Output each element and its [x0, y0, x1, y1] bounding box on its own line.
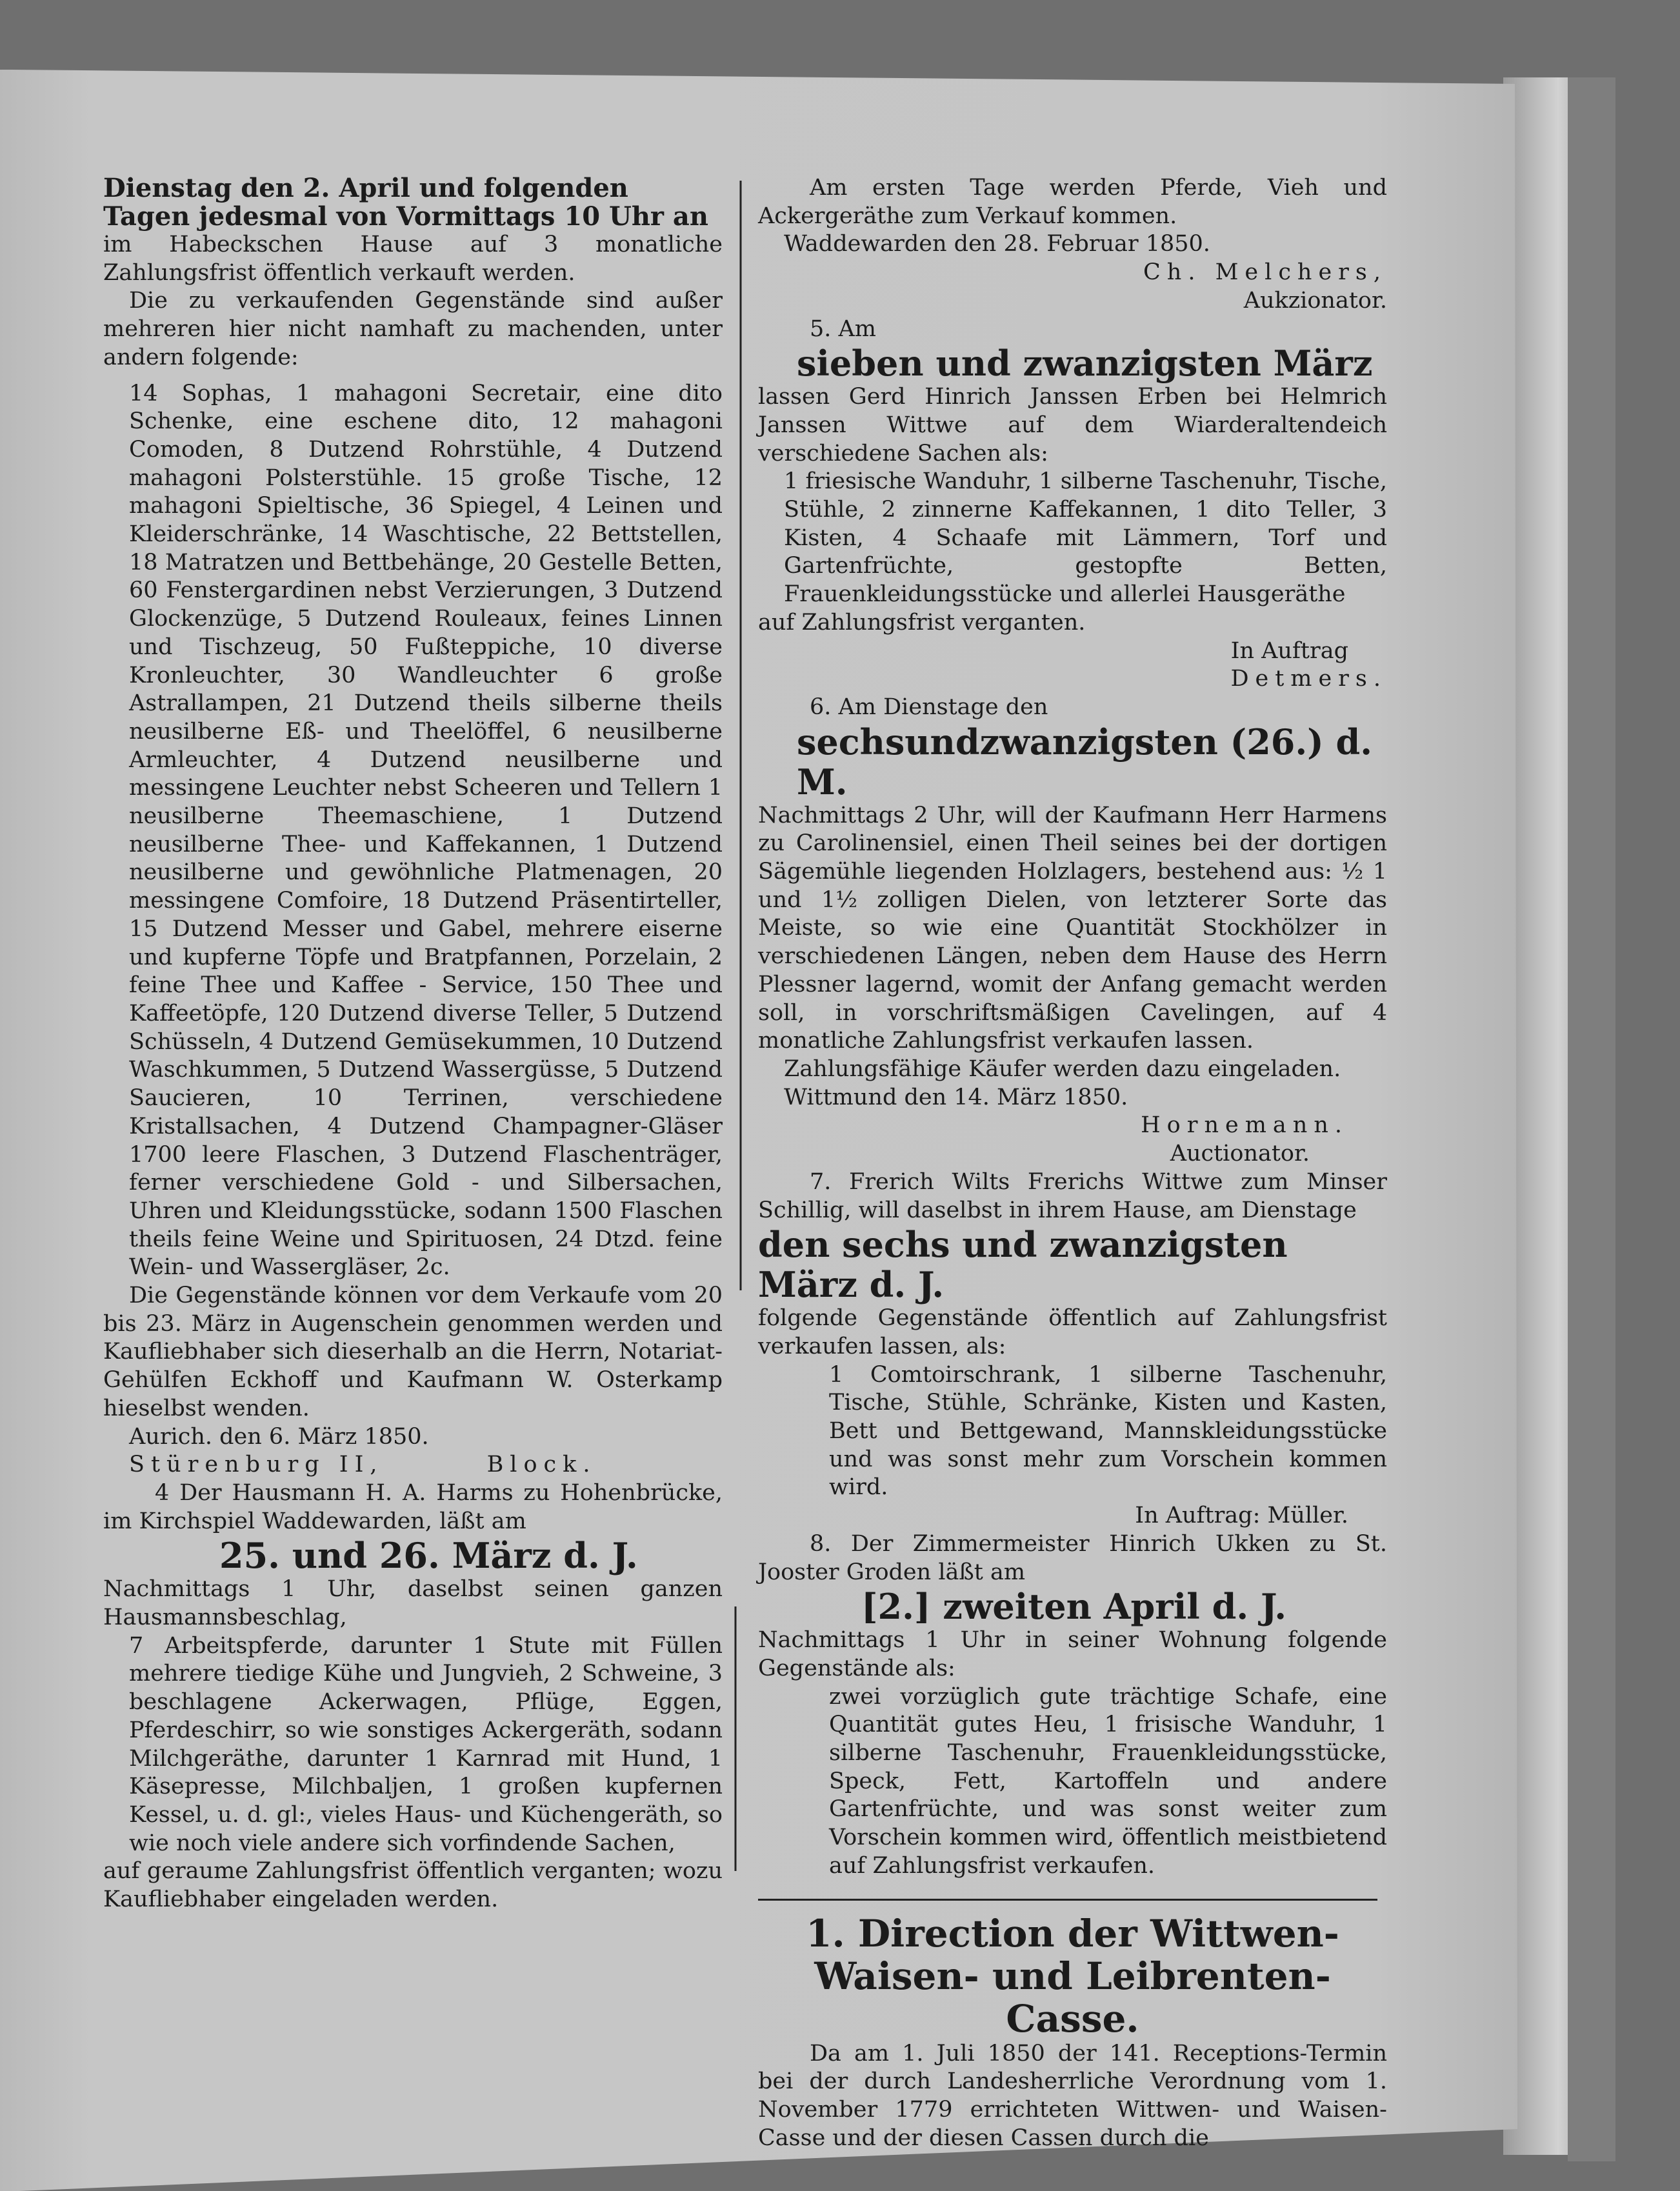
notice-6-text: Nachmittags 2 Uhr, will der Kaufmann Herr Harmens zu Carolinensiel, einen Theil seines bei der dortigen Sägemühle liegenden Holzlagers, bestehend aus: ½ 1 und 1½ zolligen Dielen, von letzterer Sorte das Meiste, so wie eine Quantität Stockhölzer in verschiedenen Längen, neben dem Hause des Herrn Plessner lagernd, womit der Anfang gemacht werden soll, in vorschriftsmäßigen Cavelingen, auf 4 monatliche Zahlungsfrist verkaufen lassen. [758, 802, 1387, 1054]
notice-5-text: lassen Gerd Hinrich Janssen Erben bei Helmrich Janssen Wittwe auf dem Wiarderaltendeich verschiedene Sachen als: [758, 384, 1387, 466]
notice-7-signer: In Auftrag: Müller. [1135, 1503, 1348, 1529]
notice-6-buyers: Zahlungsfähige Käufer werden dazu eingeladen. [784, 1055, 1341, 1082]
left-column [103, 174, 723, 1914]
notice-4-signer: Ch. Melchers, [1143, 259, 1387, 286]
notice-7-list: 1 Comtoirschrank, 1 silberne Taschenuhr, Tische, Stühle, Schränke, Kisten und Kasten, Bett und Bettgewand, Mannskleidungsstücke und was sonst mehr zum Vorschein kommen wird. [829, 1361, 1387, 1501]
notice-8-list: zwei vorzüglich gute trächtige Schafe, eine Quantität gutes Heu, 1 frisische Wanduhr, 1 silberne Taschenuhr, Frauenkleidungsstücke, Speck, Fett, Kartoffeln und andere Gartenfrüchte, und was sonst weiter zum Vorschein kommen wird, öffentlich meistbietend auf Zahlungsfrist verkaufen. [829, 1683, 1387, 1879]
auction-heading: Dienstag den 2. April und folgenden Tagen jedesmal von Vormittags 10 Uhr an [103, 173, 708, 232]
notice-4-continuation: Am ersten Tage werden Pferde, Vieh und Ackergeräthe zum Verkauf kommen. [758, 175, 1387, 229]
notice-4-place-date: Waddewarden den 28. Februar 1850. [784, 231, 1210, 257]
notice-8-intro: 8. Der Zimmermeister Hinrich Ukken zu St. Jooster Groden läßt am [758, 1530, 1387, 1585]
section-title: 1. Direction der Wittwen- Waisen- und Leibrenten-Casse. [806, 1911, 1339, 2041]
notice-6-place-date: Wittmund den 14. März 1850. [784, 1084, 1128, 1110]
notice-4-list: 7 Arbeitspferde, darunter 1 Stute mit Füllen mehrere tiedige Kühe und Jungvieh, 2 Schweine, 3 beschlagene Ackerwagen, Pflüge, Eggen, Pferdeschirr, so wie sonstiges Ackergeräth, sodann Milchgeräthe, darunter 1 Karnrad mit Hund, 1 Käsepresse, Milchbaljen, 1 großen kupfernen Kessel, u. d. gl:, vieles Haus- und Küchengeräth, so wie noch viele andere sich vorfindende Sachen, [129, 1632, 723, 1856]
signature-block: Block. [486, 1452, 597, 1478]
notice-5-number: 5. Am [810, 315, 876, 342]
notice-7-intro: 7. Frerich Wilts Frerichs Wittwe zum Minser Schillig, will daselbst in ihrem Hause, am Dienstage [758, 1168, 1387, 1223]
notice-5-list: 1 friesische Wanduhr, 1 silberne Taschenuhr, Tische, Stühle, 2 zinnerne Kaffekannen, 1 dito Teller, 3 Kisten, 4 Schaafe mit Lämmern, Torf und Gartenfrüchte, gestopfte Betten, Frauenkleidungsstücke und allerlei Hausgeräthe [784, 468, 1387, 608]
right-column [758, 174, 1387, 2152]
notice-6-signer: Hornemann. [1141, 1112, 1348, 1139]
auction-signatures [103, 1451, 723, 1479]
book-cover-edge [1568, 77, 1615, 2161]
notice-6-intro: 6. Am Dienstage den [810, 694, 1048, 720]
notice-4-text: Nachmittags 1 Uhr, daselbst seinen ganzen Hausmannsbeschlag, [103, 1576, 723, 1631]
notice-7-text: folgende Gegenstände öffentlich auf Zahlungsfrist verkaufen lassen, als: [758, 1305, 1387, 1359]
notice-6-date: sechsundzwanzigsten (26.) d. M. [797, 721, 1373, 803]
auction-item-list: 14 Sophas, 1 mahagoni Secretair, eine dito Schenke, eine eschene dito, 12 mahagoni Comoden, 8 Dutzend Rohrstühle, 4 Dutzend mahagoni Polsterstühle. 15 große Tische, 12 mahagoni Spieltische, 36 Spiegel, 4 Leinen und Kleiderschränke, 14 Waschtische, 22 Bettstellen, 18 Matratzen und Bettbehänge, 20 Gestelle Betten, 60 Fenstergardinen nebst Verzierungen, 3 Dutzend Glockenzüge, 5 Dutzend Rouleaux, feines Linnen und Tischzeug, 50 Fußteppiche, 10 diverse Kronleuchter, 30 Wandleuchter 6 große Astrallampen, 21 Dutzend theils silberne theils neusilberne Eß- und Theelöffel, 6 neusilberne Armleuchter, 4 Dutzend neusilberne und messingene Leuchter nebst Scheeren und Tellern 1 neusilberne Theemaschiene, 1 Dutzend neusilberne Thee- und Kaffekannen, 1 Dutzend neusilberne und gewöhnliche Platmenagen, 20 messingene Comfoire, 18 Dutzend Präsentirteller, 15 Dutzend Messer und Gabel, mehrere eiserne und kupferne Töpfe und Bratpfannen, Porzelain, 2 feine Thee und Kaffee - Service, 150 Thee und Kaffeetöpfe, 120 Dutzend diverse Teller, 5 Dutzend Schüsseln, 4 Dutzend Gemüsekummen, 10 Dutzend Waschkummen, 5 Dutzend Wassergüsse, 5 Dutzend Saucieren, 10 Terrinen, verschiedene Kristallsachen, 4 Dutzend Champagner-Gläser 1700 leere Flaschen, 3 Dutzend Flaschenträger, ferner verschiedene Gold - und Silbersachen, Uhren und Kleidungsstücke, sodann 1500 Flaschen theils feine Weine und Spirituosen, 24 Dtzd. feine Wein- und Wassergläser, 2c. [129, 380, 723, 1281]
signature-sturenburg: Stürenburg II, [129, 1452, 384, 1478]
notice-4-intro: 4 Der Hausmann H. A. Harms zu Hohenbrücke, im Kirchspiel Waddewarden, läßt am [103, 1479, 723, 1534]
notice-6-role: Auctionator. [1170, 1141, 1310, 1167]
notice-4-end: auf geraume Zahlungsfrist öffentlich verganten; wozu Kaufliebhaber eingeladen werden. [103, 1858, 723, 1913]
notice-4-date: 25. und 26. März d. J. [219, 1535, 638, 1577]
auction-heading-cont: im Habeckschen Hause auf 3 monatliche Zahlungsfrist öffentlich verkauft werden. [103, 232, 723, 286]
section-divider [758, 1899, 1377, 1901]
notice-8-text: Nachmittags 1 Uhr in seiner Wohnung folgende Gegenstände als: [758, 1627, 1387, 1681]
auction-intro: Die zu verkaufenden Gegenstände sind außer mehreren hier nicht namhaft zu machenden, unter andern folgende: [103, 288, 723, 370]
notice-4-role: Aukzionator. [1243, 287, 1387, 314]
notice-5-authority: In Auftrag [1230, 637, 1348, 664]
auction-viewing-notice: Die Gegenstände können vor dem Verkaufe vom 20 bis 23. März in Augenschein genommen werden und Kaufliebhaber sich dieserhalb an die Herrn, Notariat-Gehülfen Eckhoff und Kaufmann W. Osterkamp hieselbst wenden. [103, 1283, 723, 1421]
notice-5-signer: Detmers. [1230, 666, 1387, 692]
notice-7-date: den sechs und zwanzigsten März d. J. [758, 1224, 1288, 1306]
notice-8-date: [2.] zweiten April d. J. [861, 1586, 1287, 1628]
section-text: Da am 1. Juli 1850 der 141. Receptions-Termin bei der durch Landesherrliche Verordnung vom 1. November 1779 errichteten Wittwen- und Waisen- Casse und der diesen Cassen durch die [758, 2040, 1387, 2151]
notice-5-end: auf Zahlungsfrist verganten. [758, 609, 1086, 635]
notice-5-date: sieben und zwanzigsten März [797, 343, 1373, 385]
auction-date: Aurich. den 6. März 1850. [129, 1423, 429, 1450]
